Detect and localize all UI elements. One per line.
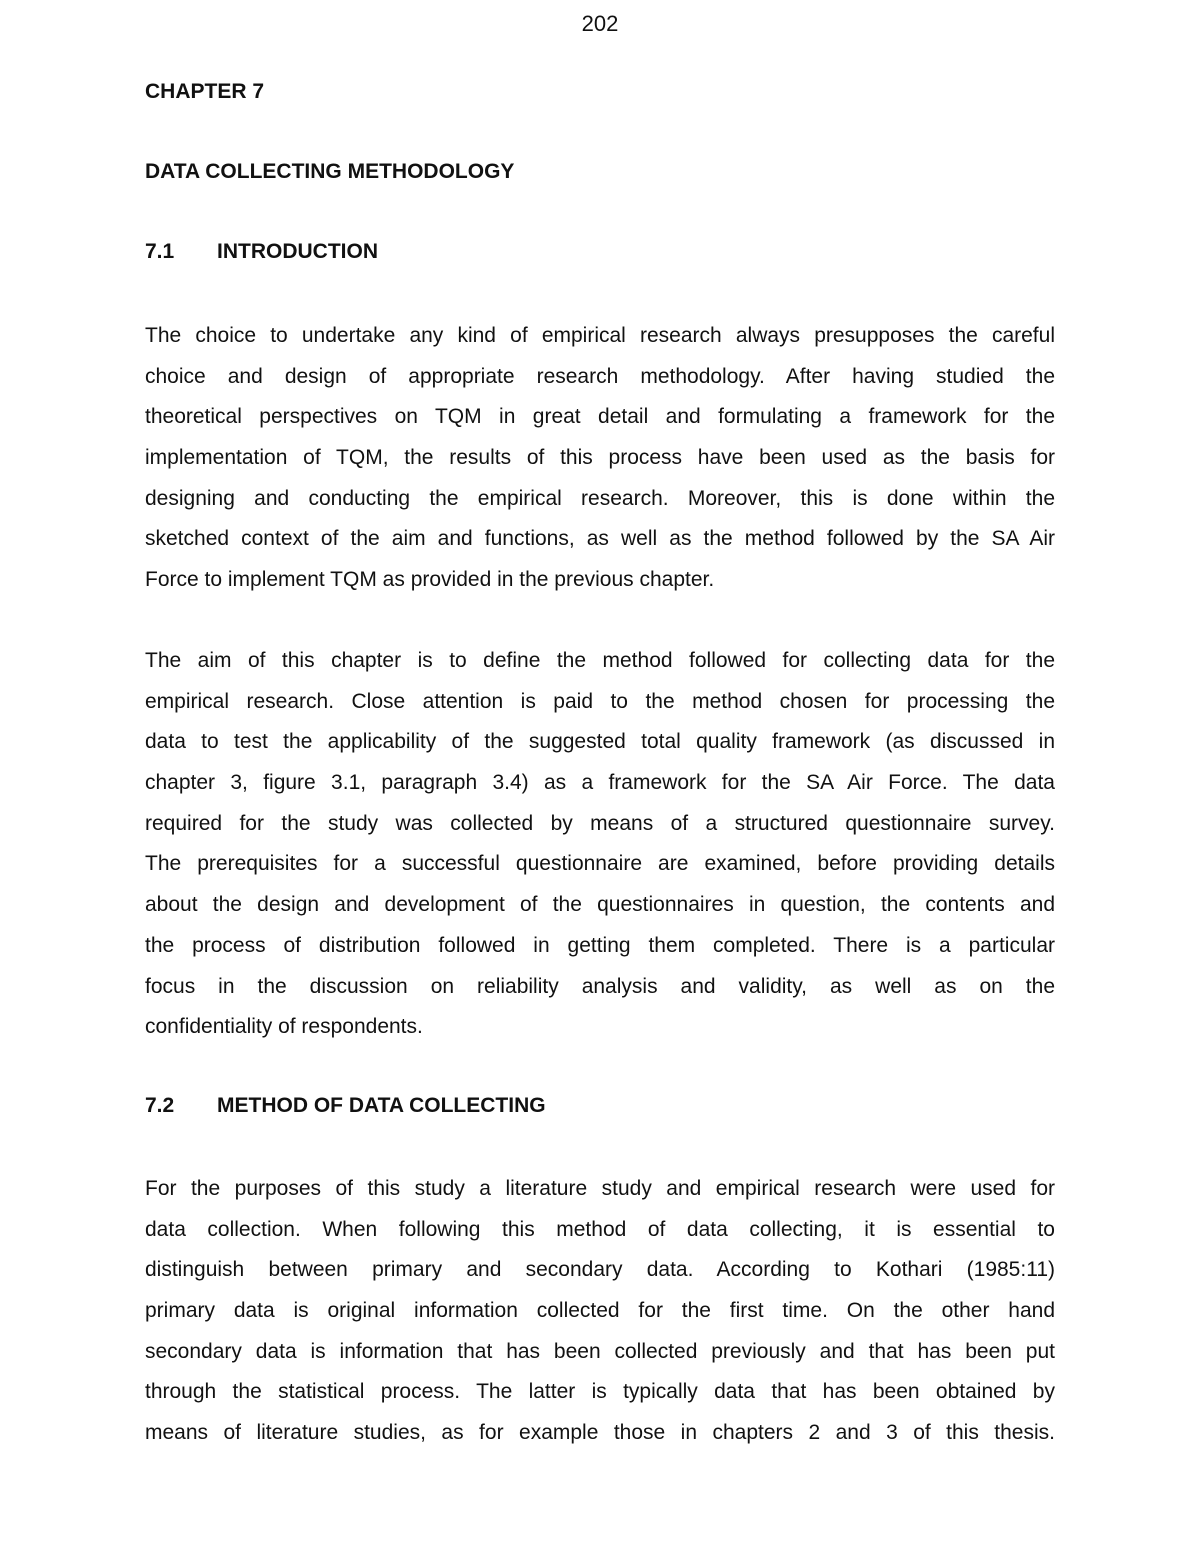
text-line: The choice to undertake any kind of empirical research always presupposes the careful [145, 324, 1055, 347]
text-line: chapter 3, figure 3.1, paragraph 3.4) as a framework for the SA Air Force. The data [145, 771, 1055, 795]
text-line: data to test the applicability of the suggested total quality framework (as discussed in [145, 730, 1055, 754]
section-heading-7-2 [145, 1094, 546, 1118]
text-line: the process of distribution followed in getting them completed. There is a particular [145, 933, 1055, 957]
text-line: The aim of this chapter is to define the method followed for collecting data for the [145, 649, 1055, 672]
section-title: METHOD OF DATA COLLECTING [217, 1094, 546, 1117]
text-line: designing and conducting the empirical research. Moreover, this is done within the [145, 486, 1055, 510]
section-number: 7.2 [145, 1094, 175, 1117]
paragraph-1 [145, 316, 1055, 601]
text-line: Force to implement TQM as provided in the previous chapter. [145, 568, 715, 592]
text-line: confidentiality of respondents. [145, 1015, 423, 1039]
text-line: data collection. When following this method of data collecting, it is essential to [145, 1217, 1055, 1241]
chapter-label: CHAPTER 7 [145, 80, 265, 103]
page-number: 202 [581, 11, 619, 36]
text-line: primary data is original information collected for the first time. On the other hand [145, 1299, 1055, 1323]
section-title: INTRODUCTION [217, 240, 378, 263]
text-line: focus in the discussion on reliability analysis and validity, as well as on the [145, 974, 1055, 998]
paragraph-3 [145, 1169, 1055, 1454]
text-line: sketched context of the aim and functions, as well as the method followed by the SA Air [145, 527, 1055, 551]
text-line: secondary data is information that has been collected previously and that has been put [145, 1339, 1055, 1363]
text-line: empirical research. Close attention is paid to the method chosen for processing the [145, 689, 1055, 713]
text-line: For the purposes of this study a literature study and empirical research were used for [145, 1177, 1055, 1200]
text-line: choice and design of appropriate research methodology. After having studied the [145, 364, 1055, 388]
text-line: theoretical perspectives on TQM in great detail and formulating a framework for the [145, 405, 1055, 429]
chapter-title: DATA COLLECTING METHODOLOGY [145, 160, 515, 183]
text-line: required for the study was collected by means of a structured questionnaire survey. [145, 811, 1055, 835]
text-line: distinguish between primary and secondary data. According to Kothari (1985:11) [145, 1258, 1055, 1282]
paragraph-2 [145, 641, 1055, 1048]
text-line: through the statistical process. The latter is typically data that has been obtained by [145, 1380, 1055, 1404]
text-line: implementation of TQM, the results of this process have been used as the basis for [145, 446, 1055, 470]
text-line: about the design and development of the questionnaires in question, the contents and [145, 893, 1055, 917]
section-heading-7-1 [145, 240, 378, 264]
text-line: The prerequisites for a successful questionnaire are examined, before providing details [145, 852, 1055, 876]
text-line: means of literature studies, as for example those in chapters 2 and 3 of this thesis. [145, 1421, 1055, 1445]
section-number: 7.1 [145, 240, 175, 263]
